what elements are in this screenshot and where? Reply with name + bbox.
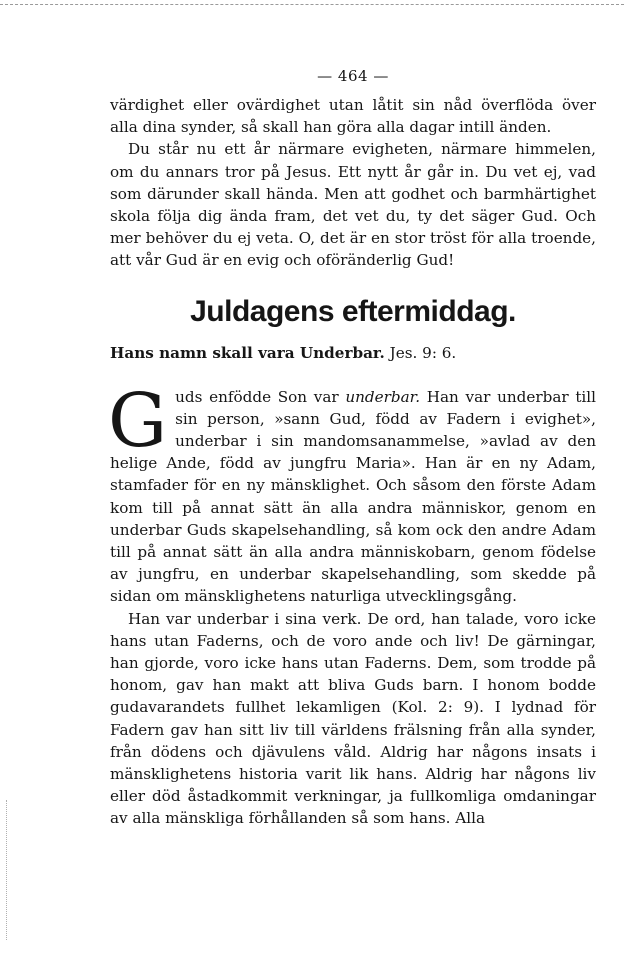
section-paragraph-2: Han var underbar i sina verk. De ord, han talade, voro icke hans utan Faderns, och de voro ande och liv! De gärningar, han gjorde, voro icke hans utan Faderns. Dem, som trodde på honom, gav han makt att bliva Guds barn. I honom bodde gudavarandets fullhet lekamligen (Kol. 2: 9). I lydnad för Fadern gav han sitt liv till världens frälsning från alla synder, från dödens och djävulens våld. Aldrig har någons insats i mänsklighetens historia varit lik hans. Aldrig har någons liv eller död åstadkommit verkningar, ja fullkomliga omdaningar av alla mänskliga förhållanden så som hans. Alla — [110, 609, 596, 828]
page-number: — 464 — — [317, 67, 389, 85]
section-title: Juldagens eftermiddag. — [190, 294, 516, 328]
continuation-paragraph-2: Du står nu ett år närmare evigheten, närmare himmelen, om du annars tror på Jesus. Ett nytt år går in. Du vet ej, vad som därunder skall hända. Men att godhet och barmhärtighet skola följa dig ända fram, det vet du, ty det säger Gud. Och mer behöver du ej veta. O, det är en stor tröst för alla troende, att vår Gud är en evig och oföränderlig Gud! — [110, 140, 596, 270]
top-rule — [0, 4, 624, 5]
paragraph-1-emphasis: underbar. — [345, 387, 421, 406]
motto-reference: Jes. 9: 6. — [389, 343, 457, 362]
page-body — [110, 66, 596, 830]
section-paragraph-1 — [108, 377, 596, 608]
margin-dots — [6, 800, 9, 940]
continuation-paragraph-1: värdighet eller ovärdighet utan låtit sin nåd överflöda över alla dina synder, så skall han göra alla dagar intill änden. — [110, 96, 596, 137]
motto — [110, 342, 596, 364]
drop-cap: G — [108, 377, 168, 464]
paragraph-1-lead: uds enfödde Son var — [175, 387, 346, 406]
motto-text: Hans namn skall vara Underbar. — [110, 343, 385, 362]
paragraph-1-rest: Han var underbar till sin person, »sann Gud, född av Fadern i evighet», underbar i sin mandomsanammelse, »avlad av den helige Ande, född av jungfru Maria». Han är en ny Adam, stamfader för en ny mänsklighet. Och såsom den förste Adam kom till på annat sätt än alla andra människor, genom en underbar Guds skapelsehandling, så kom ock den andre Adam till på annat sätt än alla andra människobarn, genom födelse av jungfru, en underbar skapelsehandling, som skedde på sidan om mänsklighetens naturliga utvecklingsgång. — [110, 387, 596, 606]
